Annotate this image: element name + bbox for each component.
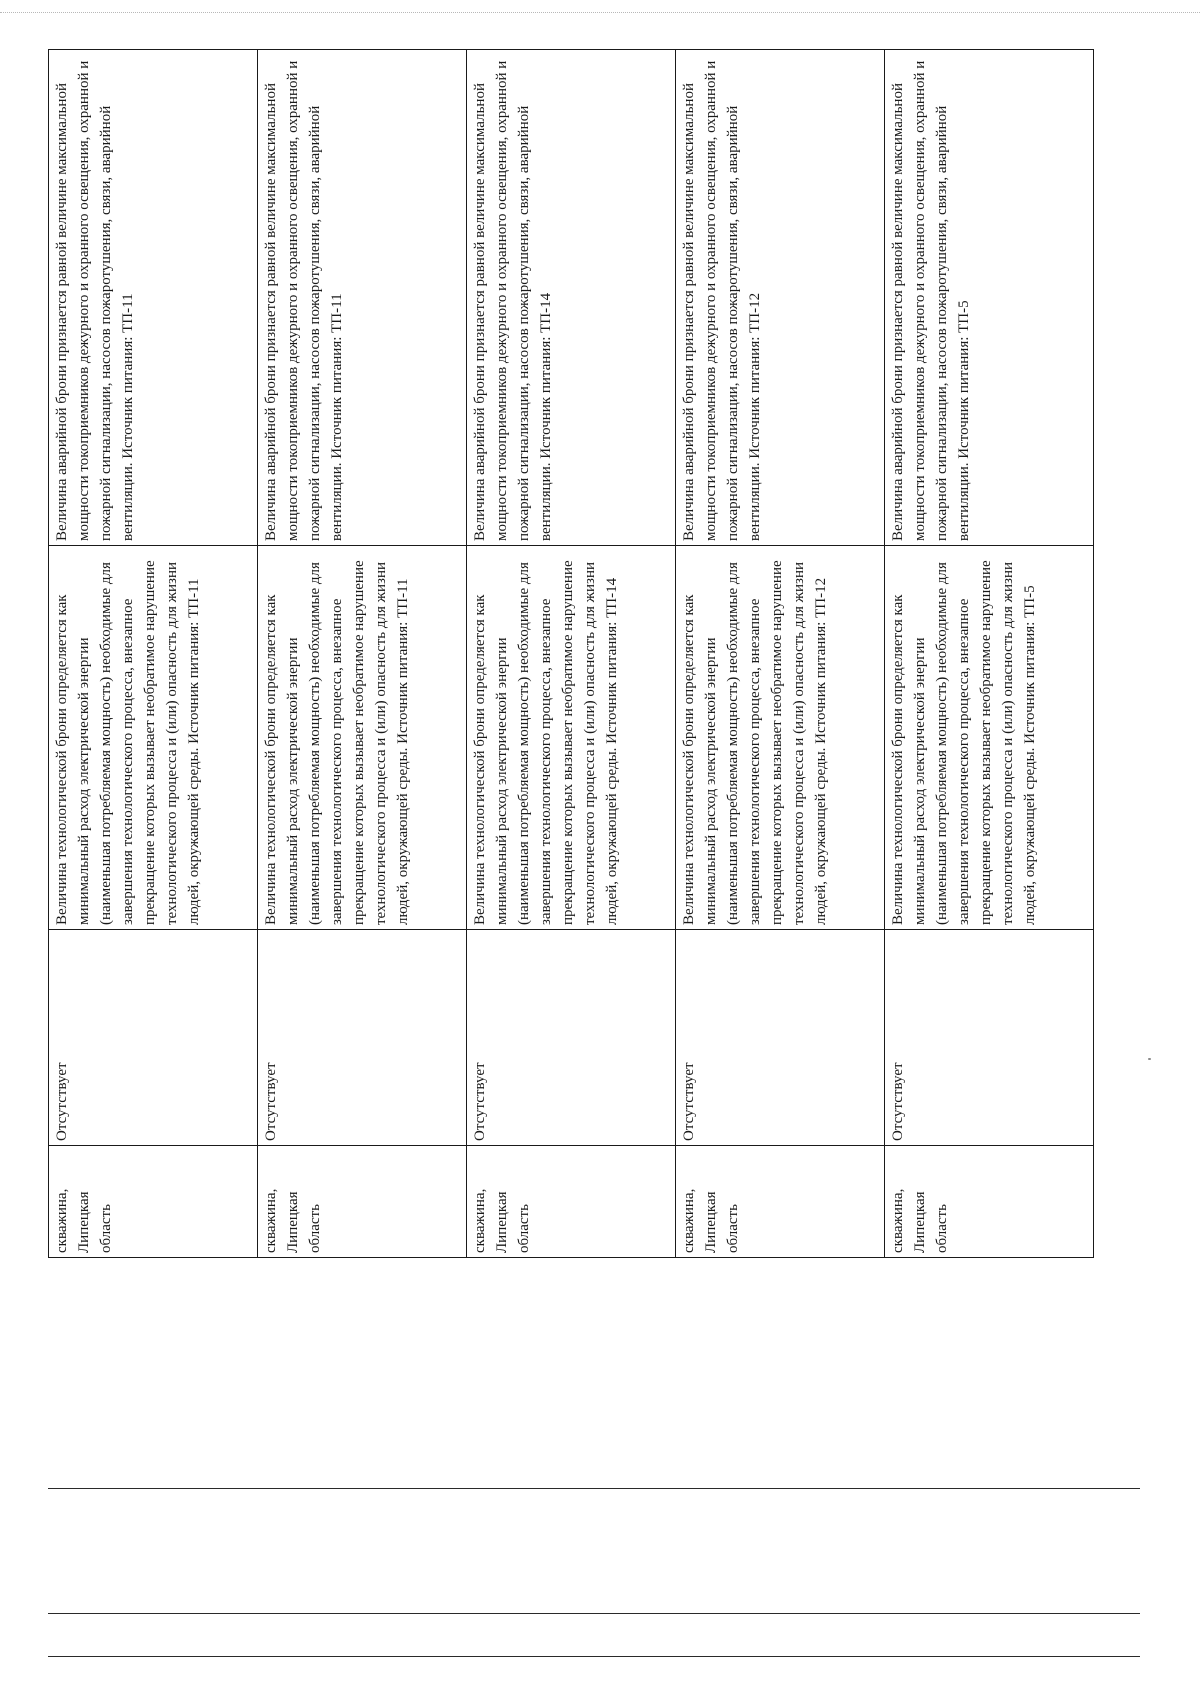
status-text: Отсутствует [472, 1062, 488, 1141]
status-cell [885, 930, 1094, 1146]
scan-top-border [0, 12, 1200, 13]
status-cell [49, 930, 258, 1146]
divider-rule [48, 1656, 1140, 1657]
location-text: скважина, Липецкая область [472, 1188, 532, 1253]
tech-reserve-text: Величина технологической брони определяется как минимальный расход электрической энергии (наименьшая потребляемая мощность) необходимые для завершения технологического процесса, внезапное прекращение которых вызывает необратимое нарушение технологического процесса и (или) опасность для жизни людей, окружающей среды. Источник питания: ТП-11 [263, 560, 411, 925]
divider-rule [48, 1613, 1140, 1614]
location-cell [258, 1146, 467, 1258]
table-row [49, 50, 258, 1258]
reserve-table [48, 49, 1094, 1258]
location-cell [676, 1146, 885, 1258]
tech-reserve-text: Величина технологической брони определяется как минимальный расход электрической энергии (наименьшая потребляемая мощность) необходимые для завершения технологического процесса, внезапное прекращение которых вызывает необратимое нарушение технологического процесса и (или) опасность для жизни людей, окружающей среды. Источник питания: ТП-5 [890, 560, 1038, 925]
tech-reserve-text: Величина технологической брони определяется как минимальный расход электрической энергии (наименьшая потребляемая мощность) необходимые для завершения технологического процесса, внезапное прекращение которых вызывает необратимое нарушение технологического процесса и (или) опасность для жизни людей, окружающей среды. Источник питания: ТП-14 [472, 560, 620, 925]
status-text: Отсутствует [263, 1062, 279, 1141]
status-text: Отсутствует [890, 1062, 906, 1141]
emergency-reserve-text: Величина аварийной брони признается равной величине максимальной мощности токоприемников дежурного и охранного освещения, охранной и пожарной сигнализации, насосов пожаротушения, связи, аварийной вентиляции. Источник питания: ТП-5 [890, 60, 972, 541]
emergency-reserve-cell [258, 50, 467, 546]
status-text: Отсутствует [681, 1062, 697, 1141]
location-cell [885, 1146, 1094, 1258]
tech-reserve-cell [676, 546, 885, 930]
status-cell [258, 930, 467, 1146]
emergency-reserve-cell [49, 50, 258, 546]
tech-reserve-cell [49, 546, 258, 930]
tech-reserve-cell [467, 546, 676, 930]
table-row [885, 50, 1094, 1258]
emergency-reserve-text: Величина аварийной брони признается равной величине максимальной мощности токоприемников дежурного и охранного освещения, охранной и пожарной сигнализации, насосов пожаротушения, связи, аварийной вентиляции. Источник питания: ТП-14 [472, 60, 554, 541]
location-cell [467, 1146, 676, 1258]
tech-reserve-text: Величина технологической брони определяется как минимальный расход электрической энергии (наименьшая потребляемая мощность) необходимые для завершения технологического процесса, внезапное прекращение которых вызывает необратимое нарушение технологического процесса и (или) опасность для жизни людей, окружающей среды. Источник питания: ТП-11 [54, 560, 202, 925]
location-text: скважина, Липецкая область [263, 1188, 323, 1253]
status-text: Отсутствует [54, 1062, 70, 1141]
status-cell [467, 930, 676, 1146]
status-cell [676, 930, 885, 1146]
emergency-reserve-text: Величина аварийной брони признается равной величине максимальной мощности токоприемников дежурного и охранного освещения, охранной и пожарной сигнализации, насосов пожаротушения, связи, аварийной вентиляции. Источник питания: ТП-11 [54, 60, 136, 541]
location-cell [49, 1146, 258, 1258]
location-text: скважина, Липецкая область [54, 1188, 114, 1253]
table-row [676, 50, 885, 1258]
emergency-reserve-text: Величина аварийной брони признается равной величине максимальной мощности токоприемников дежурного и охранного освещения, охранной и пожарной сигнализации, насосов пожаротушения, связи, аварийной вентиляции. Источник питания: ТП-11 [263, 60, 345, 541]
emergency-reserve-cell [885, 50, 1094, 546]
emergency-reserve-text: Величина аварийной брони признается равной величине максимальной мощности токоприемников дежурного и охранного освещения, охранной и пожарной сигнализации, насосов пожаротушения, связи, аварийной вентиляции. Источник питания: ТП-12 [681, 60, 763, 541]
location-text: скважина, Липецкая область [681, 1188, 741, 1253]
table-row [467, 50, 676, 1258]
emergency-reserve-cell [676, 50, 885, 546]
tech-reserve-text: Величина технологической брони определяется как минимальный расход электрической энергии (наименьшая потребляемая мощность) необходимые для завершения технологического процесса, внезапное прекращение которых вызывает необратимое нарушение технологического процесса и (или) опасность для жизни людей, окружающей среды. Источник питания: ТП-12 [681, 560, 829, 925]
location-text: скважина, Липецкая область [890, 1188, 950, 1253]
divider-rule [48, 1488, 1140, 1489]
scan-speck [1148, 1058, 1151, 1060]
table-row [258, 50, 467, 1258]
tech-reserve-cell [258, 546, 467, 930]
rotated-table-container [48, 50, 1094, 1258]
emergency-reserve-cell [467, 50, 676, 546]
tech-reserve-cell [885, 546, 1094, 930]
